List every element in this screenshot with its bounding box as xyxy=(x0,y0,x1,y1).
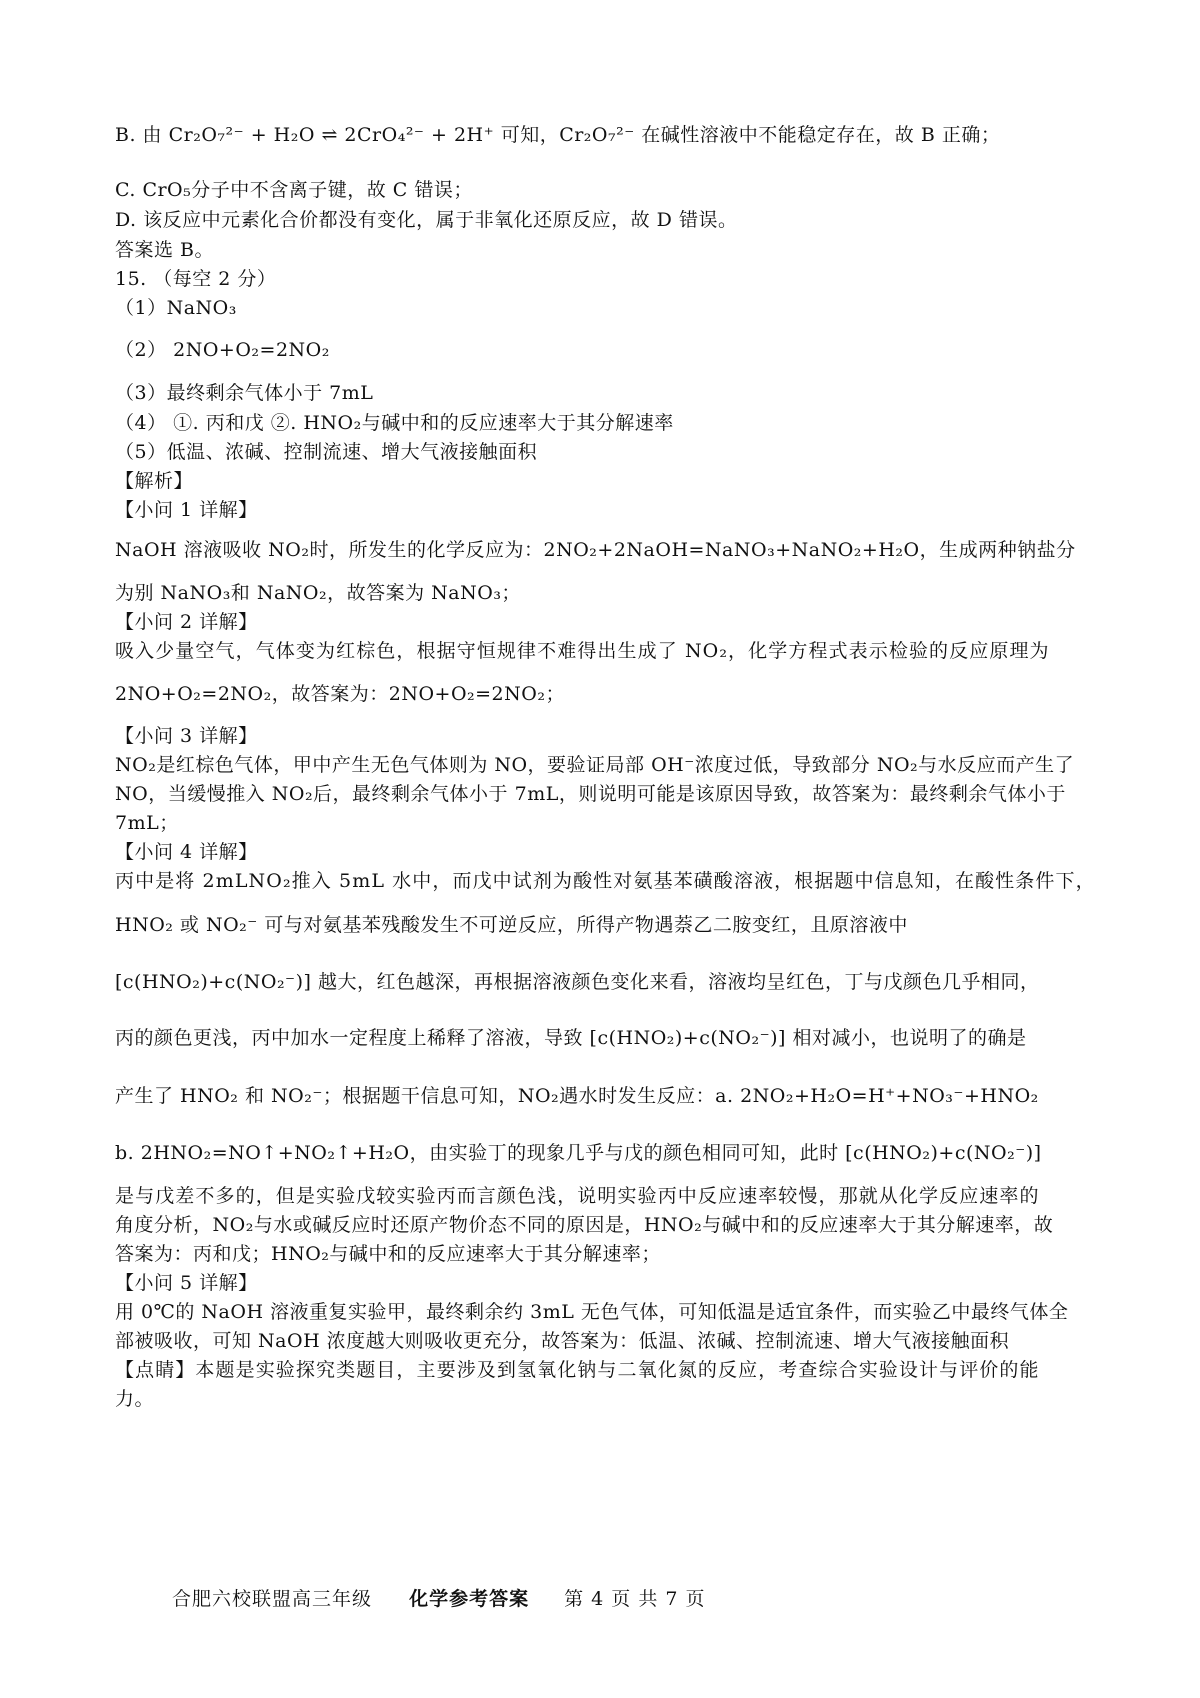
paragraph-line: 2NO+O₂=2NO₂，故答案为：2NO+O₂=2NO₂； xyxy=(115,683,565,705)
answer-part-4: （4） ①. 丙和戊 ②. HNO₂与碱中和的反应速率大于其分解速率 xyxy=(115,412,674,434)
answer-option-d: D. 该反应中元素化合价都没有变化，属于非氧化还原反应，故 D 错误。 xyxy=(115,209,738,231)
question-number: 15. （每空 2 分） xyxy=(115,268,277,290)
paragraph-line: HNO₂ 或 NO₂⁻ 可与对氨基苯残酸发生不可逆反应，所得产物遇萘乙二胺变红，且原溶液中 xyxy=(115,914,908,936)
paragraph-line: b. 2HNO₂=NO↑+NO₂↑+H₂O，由实验丁的现象几乎与戊的颜色相同可知，此时 [c(HNO₂)+c(NO₂⁻)] xyxy=(115,1142,1042,1164)
answer-choice: 答案选 B。 xyxy=(115,239,215,261)
paragraph-line: 吸入少量空气，气体变为红棕色，根据守恒规律不难得出生成了 NO₂，化学方程式表示检验的反应原理为 xyxy=(115,640,1050,662)
paragraph-line: [c(HNO₂)+c(NO₂⁻)] 越大，红色越深，再根据溶液颜色变化来看，溶液均呈红色，丁与戊颜色几乎相同， xyxy=(115,971,1040,993)
paragraph-line: 答案为：丙和戊；HNO₂与碱中和的反应速率大于其分解速率； xyxy=(115,1243,661,1265)
paragraph-line: NO₂是红棕色气体，甲中产生无色气体则为 NO，要验证局部 OH⁻浓度过低，导致部分 NO₂与水反应而产生了 xyxy=(115,754,1075,776)
footer-subject: 化学参考答案 xyxy=(409,1588,530,1610)
answer-option-c: C. CrO₅分子中不含离子键，故 C 错误； xyxy=(115,179,473,201)
paragraph-line: 为别 NaNO₃和 NaNO₂，故答案为 NaNO₃； xyxy=(115,582,521,604)
paragraph-line: 产生了 HNO₂ 和 NO₂⁻；根据题干信息可知，NO₂遇水时发生反应：a. 2NO₂+H₂O=H⁺+NO₃⁻+HNO₂ xyxy=(115,1085,1039,1107)
paragraph-line: NO，当缓慢推入 NO₂后，最终剩余气体小于 7mL，则说明可能是该原因导致，故答案为：最终剩余气体小于 xyxy=(115,783,1066,805)
page-footer xyxy=(172,1584,706,1611)
paragraph-line: 角度分析，NO₂与水或碱反应时还原产物价态不同的原因是，HNO₂与碱中和的反应速率大于其分解速率，故 xyxy=(115,1214,1054,1236)
paragraph-line: 是与戊差不多的，但是实验戊较实验丙而言颜色浅，说明实验丙中反应速率较慢，那就从化学反应速率的 xyxy=(115,1185,1040,1207)
key-point-note: 【点睛】本题是实验探究类题目，主要涉及到氢氧化钠与二氧化氮的反应，考查综合实验设计与评价的能 xyxy=(115,1359,1040,1381)
paragraph-line: NaOH 溶液吸收 NO₂时，所发生的化学反应为：2NO₂+2NaOH=NaNO₃+NaNO₂+H₂O，生成两种钠盐分 xyxy=(115,539,1076,561)
subquestion-5-heading: 【小问 5 详解】 xyxy=(115,1272,258,1294)
paragraph-line: 部被吸收，可知 NaOH 浓度越大则吸收更充分，故答案为：低温、浓碱、控制流速、增大气液接触面积 xyxy=(115,1330,1010,1352)
answer-part-5: （5）低温、浓碱、控制流速、增大气液接触面积 xyxy=(115,441,538,463)
paragraph-line: 7mL； xyxy=(115,812,179,834)
subquestion-3-heading: 【小问 3 详解】 xyxy=(115,725,258,747)
answer-part-2: （2） 2NO+O₂=2NO₂ xyxy=(115,339,330,361)
footer-school: 合肥六校联盟高三年级 xyxy=(172,1588,373,1610)
subquestion-1-heading: 【小问 1 详解】 xyxy=(115,499,258,521)
subquestion-4-heading: 【小问 4 详解】 xyxy=(115,841,258,863)
answer-part-1: （1）NaNO₃ xyxy=(115,297,237,319)
paragraph-line: 丙的颜色更浅，丙中加水一定程度上稀释了溶液，导致 [c(HNO₂)+c(NO₂⁻)] 相对减小，也说明了的确是 xyxy=(115,1027,1027,1049)
answer-option-b: B. 由 Cr₂O₇²⁻ + H₂O ⇌ 2CrO₄²⁻ + 2H⁺ 可知，Cr₂O₇²⁻ 在碱性溶液中不能稳定存在，故 B 正确； xyxy=(115,124,1001,146)
subquestion-2-heading: 【小问 2 详解】 xyxy=(115,611,258,633)
footer-page-number: 第 4 页 共 7 页 xyxy=(564,1588,706,1610)
analysis-heading: 【解析】 xyxy=(115,470,194,492)
paragraph-line: 用 0℃的 NaOH 溶液重复实验甲，最终剩余约 3mL 无色气体，可知低温是适宜条件，而实验乙中最终气体全 xyxy=(115,1301,1069,1323)
answer-part-3: （3）最终剩余气体小于 7mL xyxy=(115,382,374,404)
paragraph-line: 力。 xyxy=(115,1388,155,1410)
paragraph-line: 丙中是将 2mLNO₂推入 5mL 水中，而戊中试剂为酸性对氨基苯磺酸溶液，根据题中信息知，在酸性条件下， xyxy=(115,870,1096,892)
